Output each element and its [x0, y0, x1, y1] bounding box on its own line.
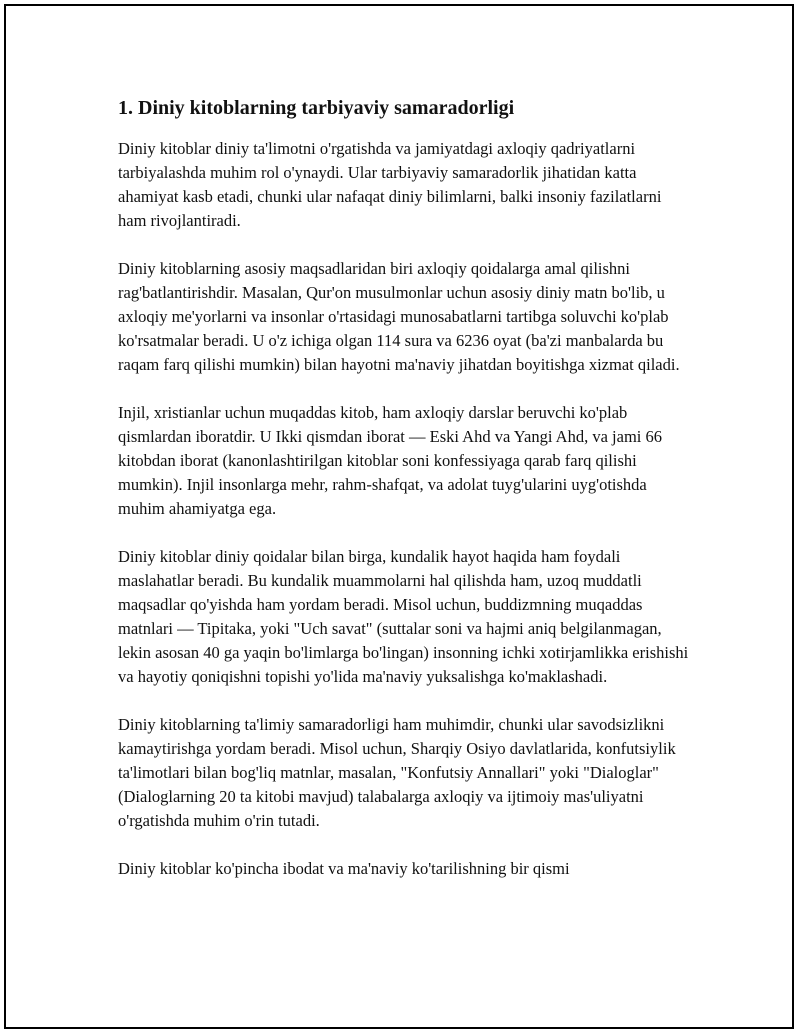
- section-heading: 1. Diniy kitoblarning tarbiyaviy samaradorligi: [118, 97, 515, 119]
- paragraph-3: Injil, xristianlar uchun muqaddas kitob, ham axloqiy darslar beruvchi ko'plab qismlardan iboratdir. U Ikki qismdan iborat — Eski Ahd va Yangi Ahd, va jami 66 kitobdan iborat (kanonlashtirilgan kitoblar soni konfessiyaga qarab farq qilishi mumkin). Injil insonlarga mehr, rahm-shafqat, va adolat tuyg'ularini uyg'otishda muhim ahamiyatga ega.: [118, 403, 662, 518]
- paragraph-4: Diniy kitoblar diniy qoidalar bilan birga, kundalik hayot haqida ham foydali maslahatlar beradi. Bu kundalik muammolarni hal qilishda ham, uzoq muddatli maqsadlar qo'yishda ham yordam beradi. Misol uchun, buddizmning muqaddas matnlari — Tipitaka, yoki "Uch savat" (suttalar soni va hajmi aniq belgilanmagan, lekin asosan 40 ga yaqin bo'limlarga bo'lingan) insonning ichki xotirjamlikka erishishi va hayotiy qoniqishni topishi yo'lida ma'naviy yuksalishga ko'maklashadi.: [118, 547, 689, 686]
- paragraph-5: Diniy kitoblarning ta'limiy samaradorligi ham muhimdir, chunki ular savodsizlikni kamaytirishga yordam beradi. Misol uchun, Sharqiy Osiyo davlatlarida, konfutsiylik ta'limotlari bilan bog'liq matnlar, masalan, "Konfutsiy Annallari" yoki "Dialoglar" (Dialoglarning 20 ta kitobi mavjud) talabalarga axloqiy va ijtimoiy mas'uliyatni o'rgatishda muhim o'rin tutadi.: [118, 715, 676, 830]
- document-body: [118, 94, 690, 905]
- paragraph-6: Diniy kitoblar ko'pincha ibodat va ma'naviy ko'tarilishning bir qismi: [118, 859, 570, 878]
- paragraph-2: Diniy kitoblarning asosiy maqsadlaridan biri axloqiy qoidalarga amal qilishni rag'batlantirishdir. Masalan, Qur'on musulmonlar uchun asosiy diniy matn bo'lib, u axloqiy me'yorlarni va insonlar o'rtasidagi munosabatlarni tartibga soluvchi ko'plab ko'rsatmalar beradi. U o'z ichiga olgan 114 sura va 6236 oyat (ba'zi manbalarda bu raqam farq qilishi mumkin) bilan hayotni ma'naviy jihatdan boyitishga xizmat qiladi.: [118, 259, 680, 374]
- paragraph-1: Diniy kitoblar diniy ta'limotni o'rgatishda va jamiyatdagi axloqiy qadriyatlarni tarbiyalashda muhim rol o'ynaydi. Ular tarbiyaviy samaradorlik jihatidan katta ahamiyat kasb etadi, chunki ular nafaqat diniy bilimlarni, balki insoniy fazilatlarni ham rivojlantiradi.: [118, 139, 662, 230]
